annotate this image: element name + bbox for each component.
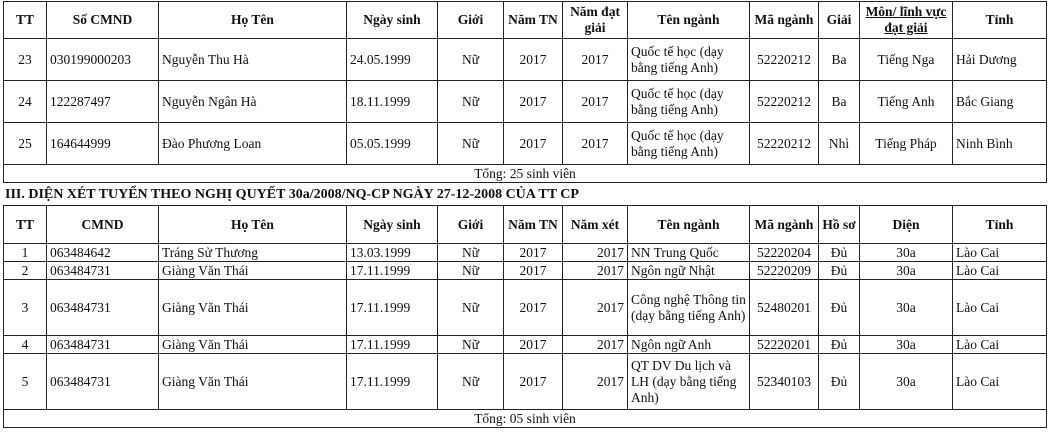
cell-birth-date: 05.05.1999 bbox=[347, 123, 438, 165]
header-birth-date: Ngày sinh bbox=[347, 2, 438, 39]
cell-gender: Nữ bbox=[438, 81, 504, 123]
header-id-number: CMND bbox=[47, 206, 159, 244]
table-header-row bbox=[4, 206, 1047, 244]
cell-province: Lào Cai bbox=[953, 280, 1047, 336]
cell-dossier: Đủ bbox=[819, 280, 860, 336]
header-major-code: Mã ngành bbox=[750, 2, 819, 39]
header-award-year: Năm đạt giải bbox=[563, 2, 628, 39]
cell-birth-date: 24.05.1999 bbox=[347, 39, 438, 81]
cell-gender: Nữ bbox=[438, 336, 504, 354]
cell-tt: 3 bbox=[4, 280, 47, 336]
cell-major-name: QT DV Du lịch và LH (dạy bằng tiếng Anh) bbox=[628, 354, 750, 410]
cell-id-number: 122287497 bbox=[47, 81, 159, 123]
cell-award: Ba bbox=[819, 81, 860, 123]
cell-category: 30a bbox=[860, 280, 953, 336]
cell-full-name: Đào Phương Loan bbox=[159, 123, 347, 165]
cell-gender: Nữ bbox=[438, 123, 504, 165]
cell-review-year: 2017 bbox=[563, 280, 628, 336]
header-full-name: Họ Tên bbox=[159, 206, 347, 244]
cell-major-name: NN Trung Quốc bbox=[628, 244, 750, 262]
cell-id-number: 063484731 bbox=[47, 354, 159, 410]
cell-province: Bắc Giang bbox=[953, 81, 1047, 123]
header-dossier: Hồ sơ bbox=[819, 206, 860, 244]
cell-category: 30a bbox=[860, 244, 953, 262]
cell-award-year: 2017 bbox=[563, 39, 628, 81]
table-row bbox=[4, 123, 1047, 165]
cell-full-name: Tráng Sử Thương bbox=[159, 244, 347, 262]
cell-gender: Nữ bbox=[438, 39, 504, 81]
cell-award-year: 2017 bbox=[563, 81, 628, 123]
cell-full-name: Giàng Văn Thái bbox=[159, 354, 347, 410]
cell-gender: Nữ bbox=[438, 244, 504, 262]
cell-major-code: 52220201 bbox=[750, 336, 819, 354]
table-row bbox=[4, 81, 1047, 123]
header-province: Tỉnh bbox=[953, 206, 1047, 244]
table-row bbox=[4, 39, 1047, 81]
cell-id-number: 030199000203 bbox=[47, 39, 159, 81]
cell-major-code: 52220212 bbox=[750, 123, 819, 165]
cell-id-number: 063484731 bbox=[47, 262, 159, 280]
cell-major-name: Ngôn ngữ Nhật bbox=[628, 262, 750, 280]
cell-review-year: 2017 bbox=[563, 262, 628, 280]
cell-dossier: Đủ bbox=[819, 336, 860, 354]
cell-full-name: Giàng Văn Thái bbox=[159, 336, 347, 354]
header-id-number: Số CMND bbox=[47, 2, 159, 39]
header-review-year: Năm xét bbox=[563, 206, 628, 244]
cell-full-name: Nguyễn Ngân Hà bbox=[159, 81, 347, 123]
cell-graduation-year: 2017 bbox=[504, 244, 563, 262]
table-row bbox=[4, 354, 1047, 410]
cell-birth-date: 17.11.1999 bbox=[347, 354, 438, 410]
cell-major-code: 52340103 bbox=[750, 354, 819, 410]
total-row bbox=[4, 165, 1047, 183]
cell-major-name: Quốc tế học (dạy bằng tiếng Anh) bbox=[628, 39, 750, 81]
cell-birth-date: 17.11.1999 bbox=[347, 262, 438, 280]
cell-gender: Nữ bbox=[438, 354, 504, 410]
cell-id-number: 063484731 bbox=[47, 280, 159, 336]
cell-subject: Tiếng Anh bbox=[860, 81, 953, 123]
cell-province: Lào Cai bbox=[953, 244, 1047, 262]
cell-tt: 4 bbox=[4, 336, 47, 354]
cell-id-number: 063484731 bbox=[47, 336, 159, 354]
cell-province: Hải Dương bbox=[953, 39, 1047, 81]
table-row bbox=[4, 244, 1047, 262]
cell-province: Lào Cai bbox=[953, 336, 1047, 354]
cell-graduation-year: 2017 bbox=[504, 280, 563, 336]
section-title: III. DIỆN XÉT TUYỂN THEO NGHỊ QUYẾT 30a/2008/NQ-CP NGÀY 27-12-2008 CỦA TT CP bbox=[5, 187, 579, 202]
header-graduation-year: Năm TN bbox=[504, 2, 563, 39]
admission-table bbox=[3, 205, 1047, 428]
header-birth-date: Ngày sinh bbox=[347, 206, 438, 244]
cell-subject: Tiếng Pháp bbox=[860, 123, 953, 165]
cell-award: Nhì bbox=[819, 123, 860, 165]
cell-major-code: 52220209 bbox=[750, 262, 819, 280]
cell-tt: 23 bbox=[4, 39, 47, 81]
cell-category: 30a bbox=[860, 354, 953, 410]
cell-dossier: Đủ bbox=[819, 262, 860, 280]
header-full-name: Họ Tên bbox=[159, 2, 347, 39]
cell-graduation-year: 2017 bbox=[504, 123, 563, 165]
cell-subject: Tiếng Nga bbox=[860, 39, 953, 81]
cell-tt: 5 bbox=[4, 354, 47, 410]
header-subject: Môn/ lĩnh vực đạt giải bbox=[860, 2, 953, 39]
total-students: Tổng: 05 sinh viên bbox=[4, 410, 1047, 428]
cell-tt: 2 bbox=[4, 262, 47, 280]
awards-table bbox=[3, 1, 1047, 183]
cell-award-year: 2017 bbox=[563, 123, 628, 165]
header-tt: TT bbox=[4, 2, 47, 39]
cell-id-number: 164644999 bbox=[47, 123, 159, 165]
cell-major-code: 52480201 bbox=[750, 280, 819, 336]
cell-graduation-year: 2017 bbox=[504, 262, 563, 280]
cell-province: Lào Cai bbox=[953, 262, 1047, 280]
cell-province: Ninh Bình bbox=[953, 123, 1047, 165]
cell-full-name: Giàng Văn Thái bbox=[159, 262, 347, 280]
cell-gender: Nữ bbox=[438, 262, 504, 280]
cell-major-code: 52220212 bbox=[750, 81, 819, 123]
cell-category: 30a bbox=[860, 262, 953, 280]
table-row bbox=[4, 336, 1047, 354]
header-gender: Giới bbox=[438, 2, 504, 39]
header-gender: Giới bbox=[438, 206, 504, 244]
header-major-code: Mã ngành bbox=[750, 206, 819, 244]
header-province: Tỉnh bbox=[953, 2, 1047, 39]
cell-graduation-year: 2017 bbox=[504, 81, 563, 123]
cell-review-year: 2017 bbox=[563, 336, 628, 354]
header-tt: TT bbox=[4, 206, 47, 244]
cell-review-year: 2017 bbox=[563, 244, 628, 262]
cell-tt: 1 bbox=[4, 244, 47, 262]
header-graduation-year: Năm TN bbox=[504, 206, 563, 244]
cell-full-name: Nguyễn Thu Hà bbox=[159, 39, 347, 81]
cell-major-name: Quốc tế học (dạy bằng tiếng Anh) bbox=[628, 123, 750, 165]
cell-graduation-year: 2017 bbox=[504, 336, 563, 354]
header-category: Diện bbox=[860, 206, 953, 244]
cell-major-code: 52220212 bbox=[750, 39, 819, 81]
total-row bbox=[4, 410, 1047, 428]
cell-graduation-year: 2017 bbox=[504, 354, 563, 410]
total-students: Tổng: 25 sinh viên bbox=[4, 165, 1047, 183]
cell-dossier: Đủ bbox=[819, 354, 860, 410]
cell-id-number: 063484642 bbox=[47, 244, 159, 262]
cell-tt: 25 bbox=[4, 123, 47, 165]
cell-major-name: Công nghệ Thông tin (dạy bằng tiếng Anh) bbox=[628, 280, 750, 336]
cell-tt: 24 bbox=[4, 81, 47, 123]
cell-major-name: Ngôn ngữ Anh bbox=[628, 336, 750, 354]
table-row bbox=[4, 262, 1047, 280]
cell-gender: Nữ bbox=[438, 280, 504, 336]
header-award: Giải bbox=[819, 2, 860, 39]
cell-graduation-year: 2017 bbox=[504, 39, 563, 81]
table-row bbox=[4, 280, 1047, 336]
table-header-row bbox=[4, 2, 1047, 39]
cell-dossier: Đủ bbox=[819, 244, 860, 262]
cell-birth-date: 17.11.1999 bbox=[347, 280, 438, 336]
cell-category: 30a bbox=[860, 336, 953, 354]
header-major-name: Tên ngành bbox=[628, 2, 750, 39]
cell-major-name: Quốc tế học (dạy bằng tiếng Anh) bbox=[628, 81, 750, 123]
cell-birth-date: 18.11.1999 bbox=[347, 81, 438, 123]
header-major-name: Tên ngành bbox=[628, 206, 750, 244]
cell-major-code: 52220204 bbox=[750, 244, 819, 262]
cell-birth-date: 17.11.1999 bbox=[347, 336, 438, 354]
cell-review-year: 2017 bbox=[563, 354, 628, 410]
cell-full-name: Giàng Văn Thái bbox=[159, 280, 347, 336]
cell-birth-date: 13.03.1999 bbox=[347, 244, 438, 262]
cell-province: Lào Cai bbox=[953, 354, 1047, 410]
cell-award: Ba bbox=[819, 39, 860, 81]
